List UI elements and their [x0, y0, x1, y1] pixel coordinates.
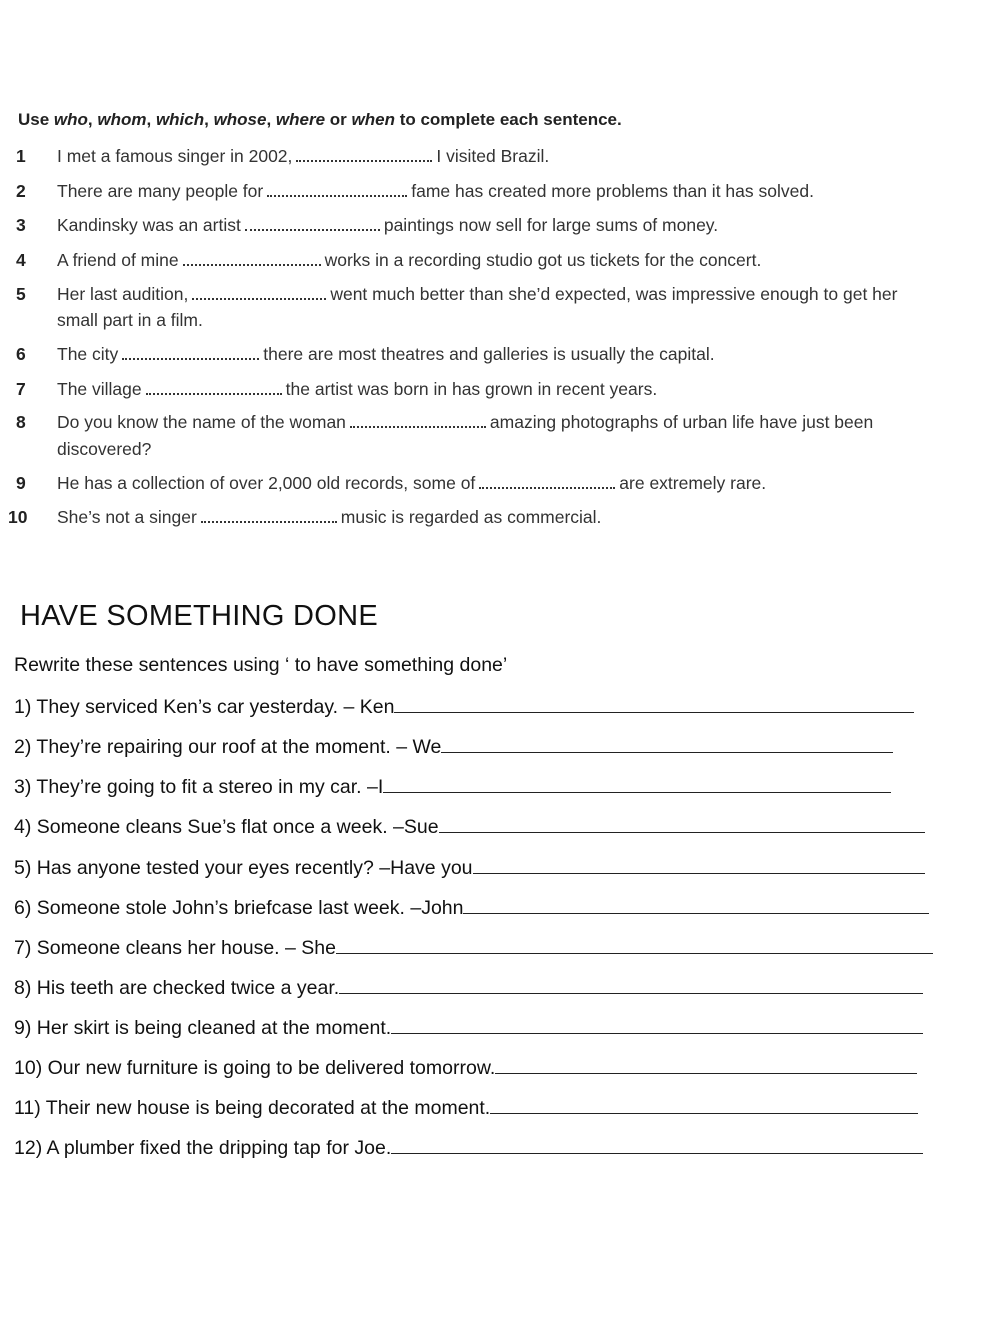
item-text-before: I met a famous singer in 2002,: [57, 146, 293, 166]
item-text-continued: small part in a film.: [57, 310, 203, 330]
answer-line[interactable]: [439, 814, 925, 833]
rewrite-item-2: [14, 734, 893, 759]
item-text-after: went much better than she’d expected, was impressive enough to get her: [330, 284, 898, 304]
item-text-after: works in a recording studio got us tickets for the concert.: [324, 250, 762, 270]
item-number: 1: [16, 146, 26, 166]
item-text-before: Do you know the name of the woman: [57, 412, 346, 432]
item-text-before: The village: [57, 379, 142, 399]
rewrite-item-7: [14, 935, 933, 960]
rewrite-sentence: 1) They serviced Ken’s car yesterday. – Ken: [14, 696, 395, 718]
exercise-instruction: Use who, whom, which, whose, where or when to complete each sentence.: [18, 110, 622, 129]
item-number: 7: [16, 379, 26, 399]
answer-blank[interactable]: [192, 284, 326, 300]
item-text-before: A friend of mine: [57, 250, 179, 270]
item-text-before: There are many people for: [57, 181, 264, 201]
item-number: 5: [16, 284, 26, 304]
rewrite-sentence: 11) Their new house is being decorated at the moment.: [14, 1097, 491, 1119]
answer-line[interactable]: [473, 855, 925, 874]
answer-line[interactable]: [495, 1055, 917, 1074]
rewrite-item-3: [14, 774, 891, 799]
item-text-before: Her last audition,: [57, 284, 189, 304]
answer-blank[interactable]: [122, 344, 259, 360]
section-title: HAVE SOMETHING DONE: [20, 600, 379, 632]
rewrite-sentence: 5) Has anyone tested your eyes recently? –Have you: [14, 857, 473, 879]
answer-blank[interactable]: [296, 146, 432, 162]
rewrite-sentence: 6) Someone stole John’s briefcase last week. –John: [14, 897, 464, 919]
item-text-after: there are most theatres and galleries is usually the capital.: [263, 344, 715, 364]
item-number: 9: [16, 473, 26, 493]
answer-blank[interactable]: [146, 379, 282, 395]
answer-line[interactable]: [336, 935, 933, 954]
rewrite-item-9: [14, 1015, 923, 1040]
rewrite-item-11: [14, 1095, 918, 1120]
answer-blank[interactable]: [201, 507, 337, 523]
answer-line[interactable]: [339, 975, 923, 994]
item-text-before: He has a collection of over 2,000 old records, some of: [57, 473, 476, 493]
rewrite-item-12: [14, 1135, 923, 1160]
rewrite-sentence: 10) Our new furniture is going to be delivered tomorrow.: [14, 1057, 496, 1079]
section-instruction: Rewrite these sentences using ‘ to have something done’: [14, 654, 508, 676]
item-number: 6: [16, 344, 26, 364]
answer-line[interactable]: [463, 895, 929, 914]
rewrite-sentence: 4) Someone cleans Sue’s flat once a week. –Sue: [14, 816, 439, 838]
rewrite-sentence: 7) Someone cleans her house. – She: [14, 937, 336, 959]
item-number: 2: [16, 181, 26, 201]
rewrite-item-4: [14, 814, 925, 839]
item-text-after: music is regarded as commercial.: [340, 507, 602, 527]
item-number: 10: [8, 507, 28, 527]
rewrite-sentence: 3) They’re going to fit a stereo in my car. –I: [14, 776, 384, 798]
item-number: 8: [16, 412, 26, 432]
answer-blank[interactable]: [183, 250, 321, 266]
rewrite-sentence: 8) His teeth are checked twice a year.: [14, 977, 340, 999]
item-text-after: paintings now sell for large sums of money.: [383, 215, 719, 235]
rewrite-sentence: 12) A plumber fixed the dripping tap for Joe.: [14, 1137, 392, 1159]
item-text-before: She’s not a singer: [57, 507, 197, 527]
answer-line[interactable]: [394, 694, 914, 713]
rewrite-sentence: 2) They’re repairing our roof at the moment. – We: [14, 736, 442, 758]
item-text-before: Kandinsky was an artist: [57, 215, 241, 235]
answer-line[interactable]: [391, 1135, 923, 1154]
item-text-after: are extremely rare.: [619, 473, 767, 493]
rewrite-item-1: [14, 694, 914, 719]
answer-line[interactable]: [383, 774, 891, 793]
answer-blank[interactable]: [350, 412, 486, 428]
rewrite-item-10: [14, 1055, 917, 1080]
answer-blank[interactable]: [245, 215, 380, 231]
rewrite-item-5: [14, 855, 925, 880]
item-text-after: I visited Brazil.: [436, 146, 550, 166]
item-text-after: fame has created more problems than it has solved.: [411, 181, 814, 201]
item-text-continued: discovered?: [57, 439, 152, 459]
item-text-before: The city: [57, 344, 119, 364]
item-number: 4: [16, 250, 26, 270]
rewrite-item-8: [14, 975, 923, 1000]
answer-line[interactable]: [441, 734, 893, 753]
answer-line[interactable]: [391, 1015, 923, 1034]
rewrite-item-6: [14, 895, 929, 920]
item-number: 3: [16, 215, 26, 235]
item-text-after: the artist was born in has grown in recent years.: [285, 379, 658, 399]
answer-blank[interactable]: [479, 473, 615, 489]
answer-blank[interactable]: [267, 181, 407, 197]
answer-line[interactable]: [490, 1095, 918, 1114]
item-text-after: amazing photographs of urban life have just been: [489, 412, 874, 432]
rewrite-sentence: 9) Her skirt is being cleaned at the moment.: [14, 1017, 392, 1039]
